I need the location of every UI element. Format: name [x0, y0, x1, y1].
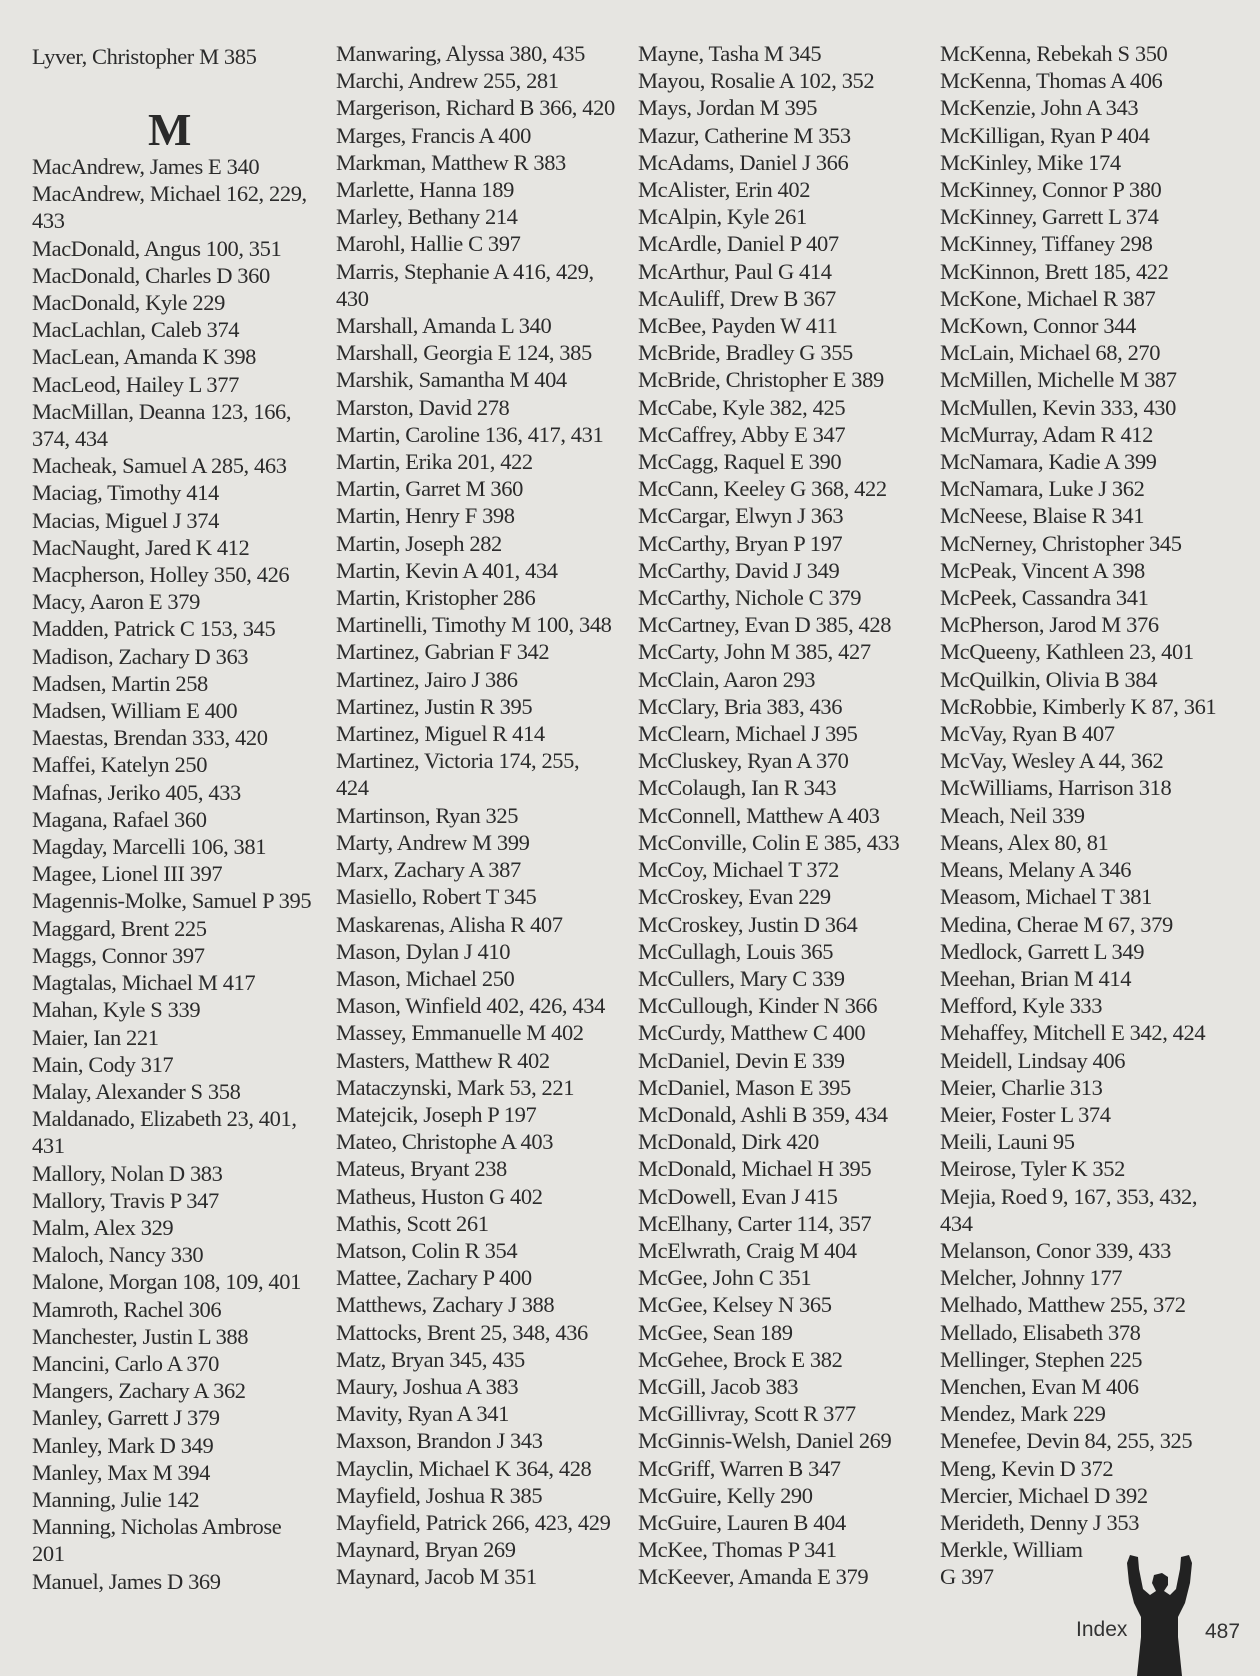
index-entry: McRobbie, Kimberly K 87, 361 — [940, 693, 1217, 719]
index-entry: Martin, Garret M 360 — [336, 476, 523, 502]
index-entry: McKenna, Rebekah S 350 — [940, 41, 1168, 66]
index-entry: Manuel, James D 369 — [32, 1568, 221, 1594]
index-entry: McConville, Colin E 385, 433 — [638, 829, 900, 855]
page-number: 487 — [1205, 1620, 1241, 1643]
index-entry: Mallory, Travis P 347 — [32, 1187, 219, 1213]
index-entry: Mercier, Michael D 392 — [940, 1482, 1148, 1508]
index-entry: Margerison, Richard B 366, 420 — [336, 95, 615, 121]
index-entry: Mataczynski, Mark 53, 221 — [336, 1074, 575, 1100]
index-entry: McDaniel, Devin E 339 — [638, 1047, 845, 1073]
index-entry: McQuilkin, Olivia B 384 — [940, 666, 1158, 692]
index-entry: Measom, Michael T 381 — [940, 884, 1152, 910]
index-entry: Martinez, Justin R 395 — [336, 693, 533, 719]
index-entry: Martinson, Ryan 325 — [336, 802, 519, 828]
index-entry: Mason, Dylan J 410 — [336, 938, 511, 964]
index-entry: McCroskey, Evan 229 — [638, 884, 831, 910]
index-entry: McClain, Aaron 293 — [638, 666, 816, 692]
index-entry: Mattee, Zachary P 400 — [336, 1265, 532, 1291]
index-entry: Main, Cody 317 — [32, 1051, 174, 1077]
index-entry: Maloch, Nancy 330 — [32, 1242, 204, 1268]
index-entry: Mateo, Christophe A 403 — [336, 1129, 554, 1155]
index-entry: McAuliff, Drew B 367 — [638, 285, 836, 311]
index-entry: McClary, Bria 383, 436 — [638, 693, 843, 719]
index-entry: Mattocks, Brent 25, 348, 436 — [336, 1319, 588, 1345]
index-entry: McCullers, Mary C 339 — [638, 965, 845, 991]
index-entry: Macias, Miguel J 374 — [32, 507, 219, 533]
index-entry: Maynard, Bryan 269 — [336, 1537, 516, 1563]
index-entry: McGehee, Brock E 382 — [638, 1346, 843, 1372]
index-entry: Magday, Marcelli 106, 381 — [32, 834, 267, 860]
index-entry: Marlette, Hanna 189 — [336, 177, 514, 203]
index-entry: Malone, Morgan 108, 109, 401 — [32, 1269, 301, 1295]
index-entry: Masters, Matthew R 402 — [336, 1047, 550, 1073]
index-entry: McGillivray, Scott R 377 — [638, 1401, 856, 1427]
index-entry: McCartney, Evan D 385, 428 — [638, 612, 892, 638]
index-entry: Martin, Henry F 398 — [336, 503, 515, 529]
index-entry: Manley, Max M 394 — [32, 1459, 210, 1485]
index-entry: Menefee, Devin 84, 255, 325 — [940, 1428, 1193, 1454]
index-entry: Mallory, Nolan D 383 — [32, 1160, 223, 1186]
index-entry: Matthews, Zachary J 388 — [336, 1292, 555, 1318]
index-entry: McGee, Sean 189 — [638, 1319, 793, 1345]
index-entry: 201 — [32, 1541, 65, 1567]
index-column-3 — [638, 40, 928, 1591]
index-column-2 — [336, 40, 626, 1591]
index-entry: Manning, Nicholas Ambrose — [32, 1514, 282, 1540]
index-entry: McNamara, Kadie A 399 — [940, 449, 1157, 475]
index-entry: MacAndrew, James E 340 — [32, 154, 260, 179]
index-entry: Matheus, Huston G 402 — [336, 1183, 543, 1209]
index-entry: Macpherson, Holley 350, 426 — [32, 562, 290, 588]
index-entry: Marley, Bethany 214 — [336, 204, 518, 230]
index-entry: Meier, Charlie 313 — [940, 1074, 1103, 1100]
index-entry: McElhany, Carter 114, 357 — [638, 1210, 872, 1236]
index-entry: Mefford, Kyle 333 — [940, 993, 1103, 1019]
index-entry: McCabe, Kyle 382, 425 — [638, 394, 846, 420]
index-entry: McCagg, Raquel E 390 — [638, 449, 842, 475]
index-entry: Meehan, Brian M 414 — [940, 965, 1132, 991]
index-entry: Manwaring, Alyssa 380, 435 — [336, 41, 585, 66]
index-entry: Marchi, Andrew 255, 281 — [336, 68, 559, 94]
index-entry: McKeever, Amanda E 379 — [638, 1564, 869, 1590]
index-entry: McCarthy, Bryan P 197 — [638, 530, 843, 556]
index-entry: MacDonald, Kyle 229 — [32, 290, 225, 316]
index-entry: McClearn, Michael J 395 — [638, 721, 858, 747]
index-entry: McGill, Jacob 383 — [638, 1373, 799, 1399]
index-entry: Malm, Alex 329 — [32, 1214, 174, 1240]
index-entry: Mazur, Catherine M 353 — [638, 122, 851, 148]
index-entry: 424 — [336, 775, 369, 801]
index-entry: McWilliams, Harrison 318 — [940, 775, 1172, 801]
index-entry: Medlock, Garrett L 349 — [940, 938, 1145, 964]
index-entry: McCaffrey, Abby E 347 — [638, 421, 846, 447]
index-entry: Mason, Winfield 402, 426, 434 — [336, 993, 605, 1019]
index-column-1 — [32, 153, 322, 1595]
index-entry: McConnell, Matthew A 403 — [638, 802, 880, 828]
index-entry: Maggard, Brent 225 — [32, 915, 207, 941]
index-entry: McKinley, Mike 174 — [940, 149, 1121, 175]
index-entry: Medina, Cherae M 67, 379 — [940, 911, 1173, 937]
index-entry: Mahan, Kyle S 339 — [32, 997, 201, 1023]
index-entry: MacLachlan, Caleb 374 — [32, 317, 240, 343]
index-entry: MacLean, Amanda K 398 — [32, 344, 257, 370]
raised-arms-silhouette-icon — [1112, 1555, 1207, 1676]
index-entry: Mehaffey, Mitchell E 342, 424 — [940, 1020, 1206, 1046]
index-entry: Manchester, Justin L 388 — [32, 1323, 249, 1349]
index-entry: McCarty, John M 385, 427 — [638, 639, 871, 665]
index-entry: MacLeod, Hailey L 377 — [32, 371, 239, 397]
index-entry: McAlpin, Kyle 261 — [638, 204, 807, 230]
index-entry: 374, 434 — [32, 426, 108, 452]
index-entry: McKinney, Garrett L 374 — [940, 204, 1159, 230]
index-entry: McArthur, Paul G 414 — [638, 258, 832, 284]
index-entry: Martinez, Gabrian F 342 — [336, 639, 550, 665]
index-entry: Mayfield, Patrick 266, 423, 429 — [336, 1509, 611, 1535]
index-entry: Mamroth, Rachel 306 — [32, 1296, 222, 1322]
index-entry: Maynard, Jacob M 351 — [336, 1564, 537, 1590]
index-entry: Maggs, Connor 397 — [32, 942, 205, 968]
index-entry: McDonald, Michael H 395 — [638, 1156, 872, 1182]
index-entry: McCluskey, Ryan A 370 — [638, 748, 849, 774]
index-entry: Martinelli, Timothy M 100, 348 — [336, 612, 612, 638]
index-entry: Marges, Francis A 400 — [336, 122, 531, 148]
index-entry: Mayfield, Joshua R 385 — [336, 1482, 543, 1508]
index-entry: McGee, Kelsey N 365 — [638, 1292, 832, 1318]
footer-index-label: Index — [1076, 1618, 1128, 1641]
index-entry: Manning, Julie 142 — [32, 1486, 200, 1512]
index-entry: McBride, Christopher E 389 — [638, 367, 884, 393]
index-entry: Mason, Michael 250 — [336, 965, 515, 991]
index-entry: Meidell, Lindsay 406 — [940, 1047, 1126, 1073]
index-entry: Mayne, Tasha M 345 — [638, 41, 822, 66]
index-entry: McVay, Ryan B 407 — [940, 721, 1115, 747]
index-entry: Macy, Aaron E 379 — [32, 589, 200, 615]
index-entry: McGriff, Warren B 347 — [638, 1455, 841, 1481]
index-entry: Matz, Bryan 345, 435 — [336, 1346, 525, 1372]
index-entry: Means, Alex 80, 81 — [940, 829, 1109, 855]
index-entry: McDonald, Ashli B 359, 434 — [638, 1101, 888, 1127]
index-entry: Martin, Caroline 136, 417, 431 — [336, 421, 604, 447]
index-entry: McAlister, Erin 402 — [638, 177, 811, 203]
index-entry: Mancini, Carlo A 370 — [32, 1350, 219, 1376]
index-entry: Martin, Erika 201, 422 — [336, 449, 533, 475]
index-entry: Marshik, Samantha M 404 — [336, 367, 567, 393]
index-entry: Massey, Emmanuelle M 402 — [336, 1020, 584, 1046]
index-entry: McKinney, Tiffaney 298 — [940, 231, 1153, 257]
index-entry: Maffei, Katelyn 250 — [32, 752, 208, 778]
index-entry: Merideth, Denny J 353 — [940, 1509, 1140, 1535]
index-column-4 — [940, 40, 1230, 1591]
index-entry: Means, Melany A 346 — [940, 857, 1132, 883]
index-entry: McKilligan, Ryan P 404 — [940, 122, 1150, 148]
index-entry: Mays, Jordan M 395 — [638, 95, 818, 121]
index-entry: McDowell, Evan J 415 — [638, 1183, 838, 1209]
index-entry: MacNaught, Jared K 412 — [32, 534, 250, 560]
index-entry: Macheak, Samuel A 285, 463 — [32, 453, 287, 479]
index-entry: Matson, Colin R 354 — [336, 1237, 518, 1263]
index-entry: Martinez, Victoria 174, 255, — [336, 748, 580, 774]
index-entry: McMurray, Adam R 412 — [940, 421, 1154, 447]
index-entry-first: Lyver, Christopher M 385 — [32, 44, 257, 69]
index-entry: Maestas, Brendan 333, 420 — [32, 725, 268, 751]
index-entry: McKenna, Thomas A 406 — [940, 68, 1163, 94]
index-entry: Malay, Alexander S 358 — [32, 1078, 241, 1104]
index-entry: Madsen, Martin 258 — [32, 670, 208, 696]
index-entry: McDaniel, Mason E 395 — [638, 1074, 851, 1100]
index-entry: Melcher, Johnny 177 — [940, 1265, 1123, 1291]
index-entry: Meier, Foster L 374 — [940, 1101, 1111, 1127]
index-entry: Mayclin, Michael K 364, 428 — [336, 1455, 592, 1481]
index-entry: Mavity, Ryan A 341 — [336, 1401, 509, 1427]
index-entry: McGee, John C 351 — [638, 1265, 812, 1291]
index-entry: Maskarenas, Alisha R 407 — [336, 911, 563, 937]
index-entry: Mateus, Bryant 238 — [336, 1156, 507, 1182]
index-entry: McCullagh, Louis 365 — [638, 938, 834, 964]
index-entry: Maury, Joshua A 383 — [336, 1373, 519, 1399]
index-entry: McBride, Bradley G 355 — [638, 340, 853, 366]
index-entry: McCarthy, Nichole C 379 — [638, 585, 862, 611]
index-entry: 431 — [32, 1133, 65, 1159]
index-entry: Maciag, Timothy 414 — [32, 480, 219, 506]
index-entry: Magana, Rafael 360 — [32, 806, 207, 832]
index-entry: MacAndrew, Michael 162, 229, — [32, 181, 307, 207]
index-entry: Martin, Kristopher 286 — [336, 585, 536, 611]
index-entry: Mellado, Elisabeth 378 — [940, 1319, 1141, 1345]
index-entry: Marris, Stephanie A 416, 429, — [336, 258, 594, 284]
index-entry: Manley, Garrett J 379 — [32, 1405, 220, 1431]
index-entry: McGinnis-Welsh, Daniel 269 — [638, 1428, 892, 1454]
index-entry: Martinez, Jairo J 386 — [336, 666, 518, 692]
section-letter-heading: M — [148, 104, 192, 155]
index-entry: McCullough, Kinder N 366 — [638, 993, 878, 1019]
index-entry: McAdams, Daniel J 366 — [638, 149, 849, 175]
index-entry: McQueeny, Kathleen 23, 401 — [940, 639, 1194, 665]
index-entry: Madden, Patrick C 153, 345 — [32, 616, 276, 642]
index-entry: McLain, Michael 68, 270 — [940, 340, 1161, 366]
index-entry: Mathis, Scott 261 — [336, 1210, 489, 1236]
index-entry: Melanson, Conor 339, 433 — [940, 1237, 1172, 1263]
index-entry: Meirose, Tyler K 352 — [940, 1156, 1125, 1182]
index-entry: McCoy, Michael T 372 — [638, 857, 839, 883]
index-entry: Marx, Zachary A 387 — [336, 857, 521, 883]
index-entry: McPherson, Jarod M 376 — [940, 612, 1159, 638]
index-entry: McCurdy, Matthew C 400 — [638, 1020, 866, 1046]
index-entry: Maier, Ian 221 — [32, 1024, 159, 1050]
index-entry: Martinez, Miguel R 414 — [336, 721, 545, 747]
index-entry: McCroskey, Justin D 364 — [638, 911, 858, 937]
index-entry: McMillen, Michelle M 387 — [940, 367, 1177, 393]
index-entry: Magtalas, Michael M 417 — [32, 970, 256, 996]
index-entry: McBee, Payden W 411 — [638, 313, 838, 339]
index-entry: Menchen, Evan M 406 — [940, 1373, 1139, 1399]
index-entry: Mayou, Rosalie A 102, 352 — [638, 68, 875, 94]
index-entry: Melhado, Matthew 255, 372 — [940, 1292, 1186, 1318]
index-entry: Meng, Kevin D 372 — [940, 1455, 1114, 1481]
index-entry: 430 — [336, 285, 369, 311]
index-entry: Manley, Mark D 349 — [32, 1432, 214, 1458]
index-entry: McPeek, Cassandra 341 — [940, 585, 1149, 611]
index-entry: McKown, Connor 344 — [940, 313, 1136, 339]
index-entry: McMullen, Kevin 333, 430 — [940, 394, 1176, 420]
index-entry: Markman, Matthew R 383 — [336, 149, 566, 175]
index-entry: Mangers, Zachary A 362 — [32, 1378, 246, 1404]
index-entry: MacDonald, Charles D 360 — [32, 262, 270, 288]
index-entry: Magennis-Molke, Samuel P 395 — [32, 888, 312, 914]
index-entry: Masiello, Robert T 345 — [336, 884, 537, 910]
index-entry: McPeak, Vincent A 398 — [940, 557, 1145, 583]
index-entry: Marty, Andrew M 399 — [336, 829, 530, 855]
index-entry: Matejcik, Joseph P 197 — [336, 1101, 537, 1127]
index-entry: Marohl, Hallie C 397 — [336, 231, 521, 257]
index-entry: McElwrath, Craig M 404 — [638, 1237, 857, 1263]
index-entry: Madison, Zachary D 363 — [32, 643, 249, 669]
index-entry: Mendez, Mark 229 — [940, 1401, 1106, 1427]
index-entry: Mellinger, Stephen 225 — [940, 1346, 1143, 1372]
index-entry: McDonald, Dirk 420 — [638, 1129, 819, 1155]
index-entry: McCann, Keeley G 368, 422 — [638, 476, 887, 502]
index-entry: McCarthy, David J 349 — [638, 557, 840, 583]
index-entry: Marshall, Georgia E 124, 385 — [336, 340, 592, 366]
index-entry: Madsen, William E 400 — [32, 698, 238, 724]
index-entry: McKenzie, John A 343 — [940, 95, 1139, 121]
index-entry: McNeese, Blaise R 341 — [940, 503, 1145, 529]
index-entry: McNamara, Luke J 362 — [940, 476, 1145, 502]
index-entry: Meili, Launi 95 — [940, 1129, 1075, 1155]
index-entry: McKee, Thomas P 341 — [638, 1537, 837, 1563]
index-entry: Merkle, William — [940, 1537, 1083, 1563]
index-entry: McColaugh, Ian R 343 — [638, 775, 837, 801]
index-entry: Meach, Neil 339 — [940, 802, 1085, 828]
index-entry: McKinnon, Brett 185, 422 — [940, 258, 1169, 284]
index-entry: McNerney, Christopher 345 — [940, 530, 1182, 556]
index-entry: G 397 — [940, 1564, 994, 1590]
index-entry: McGuire, Lauren B 404 — [638, 1509, 846, 1535]
index-entry: McKone, Michael R 387 — [940, 285, 1156, 311]
index-entry: 434 — [940, 1210, 973, 1236]
index-entry: Marston, David 278 — [336, 394, 510, 420]
index-entry: Mafnas, Jeriko 405, 433 — [32, 779, 241, 805]
index-entry: McArdle, Daniel P 407 — [638, 231, 839, 257]
index-entry: McGuire, Kelly 290 — [638, 1482, 813, 1508]
index-entry: Magee, Lionel III 397 — [32, 861, 223, 887]
index-entry: McVay, Wesley A 44, 362 — [940, 748, 1164, 774]
index-entry: MacMillan, Deanna 123, 166, — [32, 398, 292, 424]
index-entry: Maxson, Brandon J 343 — [336, 1428, 543, 1454]
index-entry: MacDonald, Angus 100, 351 — [32, 235, 282, 261]
index-entry: Maldanado, Elizabeth 23, 401, — [32, 1106, 297, 1132]
index-entry: McKinney, Connor P 380 — [940, 177, 1162, 203]
index-entry: McCargar, Elwyn J 363 — [638, 503, 844, 529]
index-entry: Martin, Kevin A 401, 434 — [336, 557, 558, 583]
index-entry: Martin, Joseph 282 — [336, 530, 502, 556]
index-entry: 433 — [32, 208, 65, 234]
index-entry: Mejia, Roed 9, 167, 353, 432, — [940, 1183, 1198, 1209]
index-entry: Marshall, Amanda L 340 — [336, 313, 552, 339]
